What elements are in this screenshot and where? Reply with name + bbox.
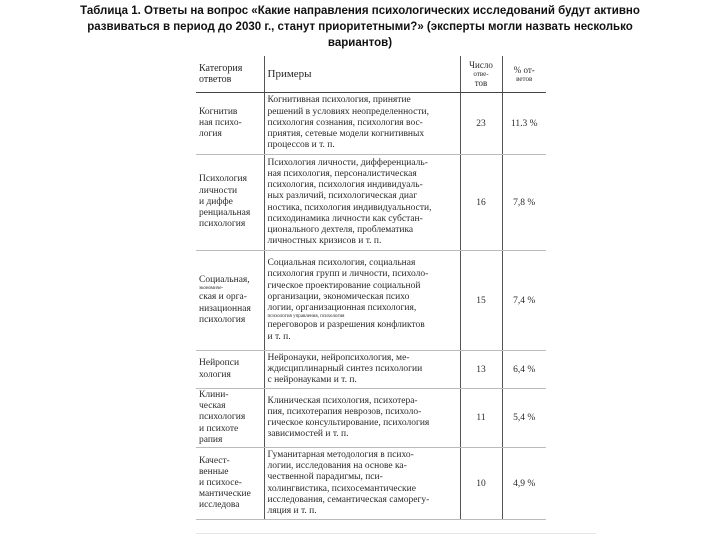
examples-line: ляция и т. п.	[267, 505, 317, 516]
table-row	[196, 351, 546, 389]
examples-cell	[264, 448, 460, 520]
examples-cell	[264, 389, 460, 448]
page-divider	[196, 533, 596, 534]
examples-line: Социальная психология, социальная	[267, 258, 416, 269]
examples-line: ная психология, персоналистическая	[267, 168, 417, 179]
examples-line: ждисциплинарный синтез психологии	[267, 363, 423, 374]
table-row	[196, 155, 546, 251]
examples-line: решений в условиях неопределенности,	[267, 106, 429, 117]
count-cell: 13	[460, 351, 502, 389]
examples-line: холингвистика, психосемантические	[267, 483, 416, 494]
examples-line: личностных кризисов и т. п.	[267, 236, 382, 247]
examples-cell	[264, 251, 460, 351]
category-line: ская и орга-	[199, 292, 247, 303]
category-line: рапия	[199, 434, 223, 445]
examples-line: гическое проектирование социальной	[267, 280, 421, 291]
count-cell: 15	[460, 251, 502, 351]
category-line: Психология	[199, 174, 248, 185]
examples-cell	[264, 351, 460, 389]
examples-line: с нейронауками и т. п.	[267, 375, 357, 386]
examples-line: Гуманитарная методология в психо-	[267, 449, 414, 460]
examples-cell	[264, 93, 460, 155]
percent-cell: 4,9 %	[502, 448, 546, 520]
table-row	[196, 448, 546, 520]
header-percent	[502, 56, 546, 93]
table-caption	[40, 3, 680, 51]
category-cell	[196, 389, 264, 448]
table-row	[196, 251, 546, 351]
category-line: хология	[199, 369, 231, 380]
category-line: психология	[199, 219, 246, 230]
examples-line: и т. п.	[267, 331, 291, 342]
table-image-area	[196, 56, 538, 526]
category-line: и психосе-	[199, 477, 242, 488]
examples-line: приятия, сетевые модели когнитивных	[267, 129, 425, 140]
category-line: Качест-	[199, 455, 230, 466]
header-count-line: Число	[469, 60, 493, 70]
header-examples-label: Примеры	[267, 67, 312, 80]
category-line: логия	[199, 129, 222, 140]
table-row	[196, 93, 546, 155]
percent-cell: 5,4 %	[502, 389, 546, 448]
category-cell	[196, 448, 264, 520]
header-count	[460, 56, 502, 93]
category-line: мантические	[199, 489, 251, 500]
count-cell: 16	[460, 155, 502, 251]
count-cell: 10	[460, 448, 502, 520]
examples-line: ных различий, психологическая диаг	[267, 191, 418, 202]
table-header-row	[196, 56, 546, 93]
header-category	[196, 56, 264, 93]
examples-line: процессов и т. п.	[267, 140, 335, 151]
examples-line: чественной парадигмы, пси-	[267, 472, 383, 483]
header-count-line: отве-	[473, 70, 489, 78]
header-percent-line: % от-	[513, 65, 535, 75]
category-line: психология	[199, 412, 246, 423]
examples-line: ционального дехтеля, проблематика	[267, 224, 414, 235]
caption-line-1: Таблица 1. Ответы на вопрос «Какие направления психологических исследований будут активно	[80, 5, 640, 17]
survey-table	[196, 56, 546, 520]
examples-line: организации, экономическая психо	[267, 291, 410, 302]
percent-cell: 6,4 %	[502, 351, 546, 389]
category-line: ная психо-	[199, 117, 242, 128]
category-line: ренциальная	[199, 208, 251, 219]
category-cell	[196, 93, 264, 155]
examples-line: логии, исследования на основе ка-	[267, 461, 407, 472]
category-cell	[196, 251, 264, 351]
examples-line: Психология личности, дифференциаль-	[267, 157, 428, 168]
category-line: Нейропси	[199, 358, 240, 369]
category-line: исследова	[199, 500, 240, 511]
examples-line: психология сознания, психология вос-	[267, 117, 423, 128]
examples-line: психология групп и личности, психоло-	[267, 269, 429, 280]
category-line: Социальная,	[199, 275, 250, 286]
examples-line: психология управления, психология	[267, 314, 345, 320]
header-count-line: тов	[474, 78, 488, 88]
examples-line: гическое консультирование, психология	[267, 418, 430, 428]
examples-line: переговоров и разрешения конфликтов	[267, 320, 425, 331]
count-cell: 23	[460, 93, 502, 155]
category-line: Когнитив	[199, 106, 238, 117]
examples-line: Клиническая психология, психотера-	[267, 395, 418, 406]
header-percent-line: ветов	[516, 75, 533, 83]
examples-line: Когнитивная психология, принятие	[267, 95, 411, 106]
category-cell	[196, 351, 264, 389]
examples-line: исследования, семантическая саморегу-	[267, 494, 430, 505]
examples-line: психодинамика личности как субстан-	[267, 213, 423, 224]
header-category-line: ответов	[199, 74, 232, 85]
category-line: венные	[199, 466, 229, 477]
examples-line: ностика, психология индивидуальности,	[267, 202, 432, 213]
examples-cell	[264, 155, 460, 251]
percent-cell: 7,8 %	[502, 155, 546, 251]
category-line: и диффе	[199, 196, 233, 207]
examples-line: логии, организационная психология,	[267, 303, 417, 314]
category-line: психология	[199, 314, 246, 325]
category-line: и психоте	[199, 423, 239, 434]
percent-cell: 7,4 %	[502, 251, 546, 351]
examples-line: зависимостей и т. п.	[267, 429, 349, 440]
category-line: экономиче-	[199, 286, 224, 292]
header-examples	[264, 56, 460, 93]
category-cell	[196, 155, 264, 251]
category-line: ческая	[199, 401, 226, 412]
count-cell: 11	[460, 389, 502, 448]
category-line: низационная	[199, 303, 251, 314]
category-line: Клини-	[199, 390, 229, 400]
examples-line: пия, психотерапия неврозов, психоло-	[267, 406, 422, 417]
examples-line: Нейронауки, нейропсихология, ме-	[267, 352, 410, 363]
percent-cell: 11.3 %	[502, 93, 546, 155]
examples-line: психология, психология индивидуаль-	[267, 180, 423, 191]
caption-line-3: вариантов)	[327, 37, 393, 49]
category-line: личности	[199, 185, 238, 196]
caption-line-2: развиваться в период до 2030 г., станут приоритетными?» (эксперты могли назвать несколько	[87, 21, 633, 33]
header-category-line: Категория	[199, 63, 243, 74]
table-row	[196, 389, 546, 448]
